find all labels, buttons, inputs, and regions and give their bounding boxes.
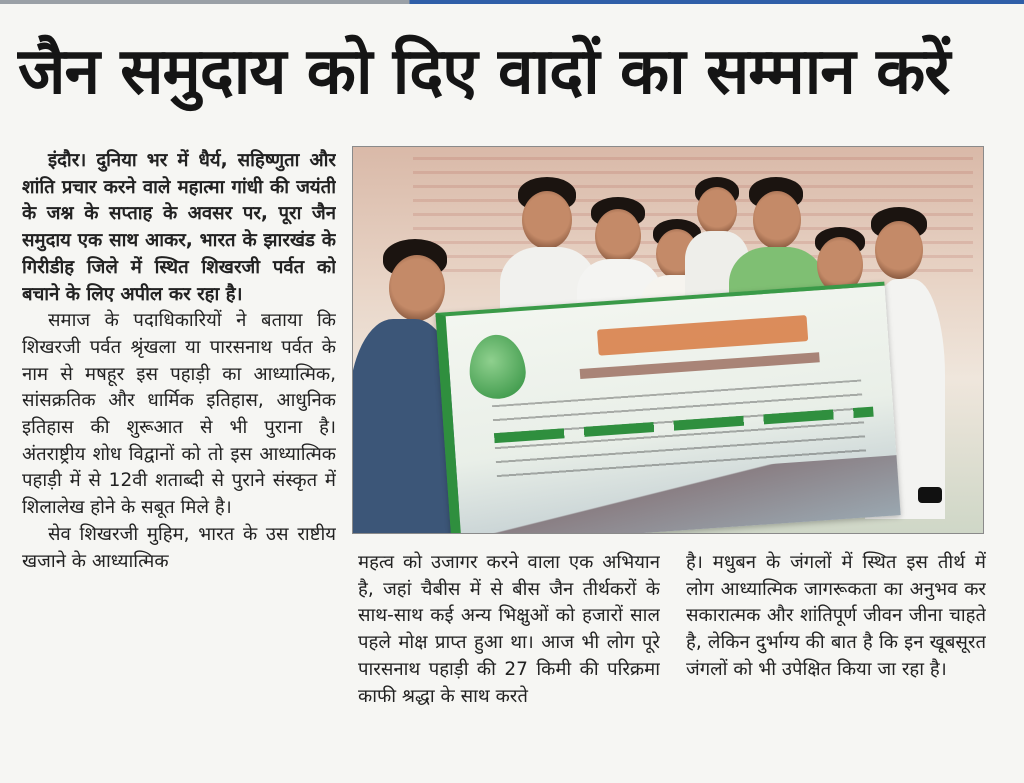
article-column-3 [686, 550, 986, 770]
paragraph-2: समाज के पदाधिकारियों ने बताया कि शिखरजी पर्वत श्रृंखला या पारसनाथ पर्वत के नाम से मषहूर इस पहाड़ी का आध्यात्मिक, सांसक्रतिक और धार्मिक इतिहास, आधुनिक इतिहास की शुरूआत से भी पुराना है। अंतराष्ट्रीय शोध विद्वानों को तो इस आध्यात्मिक पहाड़ी में से 12वी शताब्दी से पुराने संस्कृत में शिलालेख होने के सबूत मिले है। [22, 310, 336, 519]
column-3-text: है। मधुबन के जंगलों में स्थित इस तीर्थ में लोग आध्यात्मिक जागरूकता का अनुभव कर सकारात्मक और शांतिपूर्ण जीवन जीना चाहते है, लेकिन दुर्भाग्य की बात है कि इन खूबसूरत जंगलों को भी उपेक्षित किया जा रहा है। [686, 552, 986, 680]
campaign-banner [435, 282, 900, 534]
article-column-1 [22, 148, 336, 768]
lead-paragraph: इंदौर। दुनिया भर में धैर्य, सहिष्णुता और शांति प्रचार करने वाले महात्मा गांधी की जयंती के जश्न के सप्ताह के अवसर पर, पूरा जैन समुदाय एक साथ आकर, भारत के झारखंड के गिरीडीह जिले में स्थित शिखरजी पर्वत को बचाने के लिए अपील कर रहा है। [22, 150, 336, 305]
banner-title-graphic [597, 315, 808, 356]
news-photo [352, 146, 984, 534]
water-drop-logo [467, 333, 527, 401]
banner-subtitle-graphic [580, 352, 820, 379]
headline: जैन समुदाय को दिए वादों का सम्मान करें [18, 35, 950, 109]
top-rule [0, 0, 1024, 4]
column-2-text: महत्व को उजागर करने वाला एक अभियान है, जहां चैबीस में से बीस जैन तीर्थकरों के साथ-साथ कई अन्य भिक्षुओं को हजारों साल पहले मोक्ष प्राप्त हुआ था। आज भी लोग पूरे पारसनाथ पहाड़ी की 27 किमी की परिक्रमा काफी श्रद्धा के साथ करते [358, 552, 660, 707]
article-column-2 [358, 550, 660, 770]
paragraph-3: सेव शिखरजी मुहिम, भारत के उस राष्टीय खजाने के आध्यात्मिक [22, 523, 336, 572]
wristwatch [918, 487, 942, 503]
